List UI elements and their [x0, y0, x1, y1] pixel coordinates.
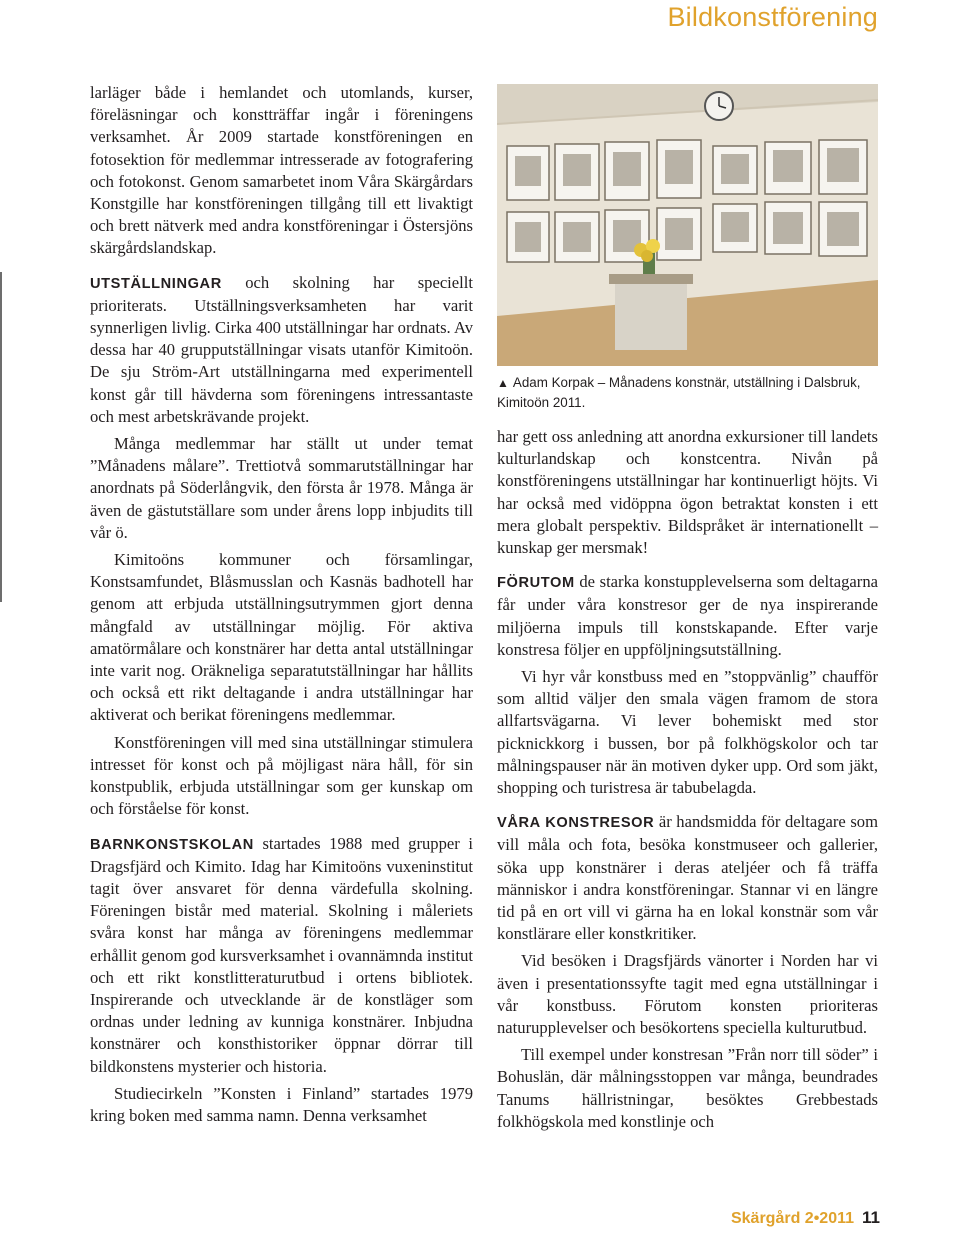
- caption-text: Adam Korpak – Månadens konstnär, utställning i Dalsbruk, Kimitoön 2011.: [497, 375, 861, 410]
- page-footer: [731, 1208, 880, 1228]
- paragraph-vara-konstresor: [497, 811, 878, 945]
- lead-word: UTSTÄLLNINGAR: [90, 275, 222, 292]
- paragraph-barnkonstskolan: [90, 833, 473, 1078]
- paragraph: larläger både i hemlandet och utomlands, kurser, föreläsningar och konstträffar ingår i föreningens verksamhet. År 2009 startade konstföreningen en fotosektion för medlemmar intresserade av fotografering och fotokonst. Genom samarbetet inom Våra Skärgårdars Konstgille har konstföreningen tillgång till ett livaktigt och brett nätverk med andra konstföreningar i Östersjöns skärgårdslandskap.: [90, 83, 473, 258]
- paragraph-text: är handsmidda för deltagare som vill måla och fota, besöka konstmuseer och gallerier, söka upp konstnärer i deras ateljéer och få träffa människor i andra konstföreningar. Stannar vi en längre tid på en ort vill vi gärna ha en lokal konstnär som vår konstlärare eller konstkritiker.: [497, 812, 878, 944]
- lead-word: VÅRA KONSTRESOR: [497, 815, 655, 832]
- paragraph-utstallningar: [90, 272, 473, 428]
- exhibition-photo: [497, 84, 878, 366]
- right-column: [497, 426, 878, 1133]
- publication-name: Skärgård 2•2011: [730, 1210, 855, 1227]
- paragraph: Kimitoöns kommuner och församlingar, Konstsamfundet, Blåsmusslan och Kasnäs badhotell har genom att erbjuda utställningsutrymmen gjort denna mångfald av utställningar möjlig. För aktiva amatörmålare och konstnärer har detta antal utställningar inte varit nog. Oräkneliga separatutställningar har hållits och också ett rikt deltagande i andra utställningar har aktiverat och berikat föreningens medlemmar.: [90, 550, 473, 725]
- paragraph: Studiecirkeln ”Konsten i Finland” startades 1979 kring boken med samma namn. Denna verksamhet: [90, 1083, 473, 1125]
- paragraph: Många medlemmar har ställt ut under temat ”Månadens målare”. Trettiotvå sommarutställningar har anordnats på Söderlångvik, den första år 1978. Många är även de gästutställare som under årens lopp inbjudits till vår ö.: [90, 434, 473, 542]
- section-title: Bildkonstförening: [667, 2, 878, 32]
- paragraph-text: och skolning har speciellt prioriterats. Utställningsverksamheten har varit synnerligen livlig. Cirka 400 utställningar har ordnats. Av dessa har 40 grupputställningar visats utanför Kimitoön. De sju Ström-Art utställningarna med experimentell konst går till hävderna som föreningens intressantaste och mest arbetskrävande projekt.: [90, 272, 473, 426]
- paragraph: har gett oss anledning att anordna exkursioner till landets kulturlandskap och konstcentra. Nivån på konstföreningens utställningar har kontinuerligt höjts. Vi har också med vidöppna ögon betraktat konsten i ett mera globalt perspektiv. Bildspråket är internationellt – kunskap ger mersmak!: [497, 427, 878, 558]
- triangle-up-icon: ▲: [497, 376, 509, 390]
- exhibition-photo-illustration: [497, 84, 878, 366]
- page-edge-mark: [0, 272, 2, 602]
- paragraph: Vid besöken i Dragsfjärds vänorter i Norden har vi även i presentationssyfte tagit med egna utställningar i vår konstbuss. Förutom konsten prioriteras naturupplevelser och besökortens speciella kulturutbud.: [497, 951, 878, 1038]
- header-bar: [0, 0, 960, 34]
- paragraph-text: startades 1988 med grupper i Dragsfjärd och Kimito. Idag har Kimitoöns vuxeninstitut tagit över ansvaret för denna värdefulla skolning. Föreningen bistår med material. Skolning i måleriets svåra konst har många av föreningens medlemmar erhållit genom god kursverksamhet i ovannämnda institut och ett rikt konstlitteraturutbud i ortens bibliotek. Inspirerande och utvecklande är de konstläger som ordnas under ledning av kunniga konstnärer. Inbjudna konstnärer och konsthistoriker öppnar dörrar till bildkonstens mysterier och historia.: [90, 833, 473, 1076]
- paragraph: Konstföreningen vill med sina utställningar stimulera intresset för konst och på möjligast nära håll, för sin konstpublik, erbjuda utställningar som ger kunskap om och förståelse för konst.: [90, 732, 473, 819]
- paragraph-forutom: [497, 571, 878, 661]
- photo-caption: [497, 373, 878, 412]
- paragraph: Vi hyr vår konstbuss med en ”stoppvänlig” chaufför som alltid väljer den smala vägen framom de stora allfartsvägarna. Vi lever bohemiskt med stor picknickkorg i bussen, bor på folkhögskolor och tar målningspauser när än motiven dyker upp. Ord som jäkt, shopping och turistresa är tabubelagda.: [497, 667, 878, 798]
- paragraph: Till exempel under konstresan ”Från norr till söder” i Bohuslän, där målningsstoppen var många, beundrades Tanums hällristningar, besöktes Grebbestads folkhögskola med konstlinje och: [497, 1045, 878, 1131]
- lead-word: FÖRUTOM: [497, 575, 575, 592]
- page-number: 11: [862, 1208, 880, 1227]
- paragraph-text: de starka konstupplevelserna som deltagarna får under våra konstresor ger de nya inspirerande miljöerna impuls till konstskapande. Efter varje konstresa följer en uppföljningsutställning.: [497, 572, 878, 659]
- lead-word: BARNKONSTSKOLAN: [90, 836, 254, 853]
- left-column: [90, 82, 473, 1127]
